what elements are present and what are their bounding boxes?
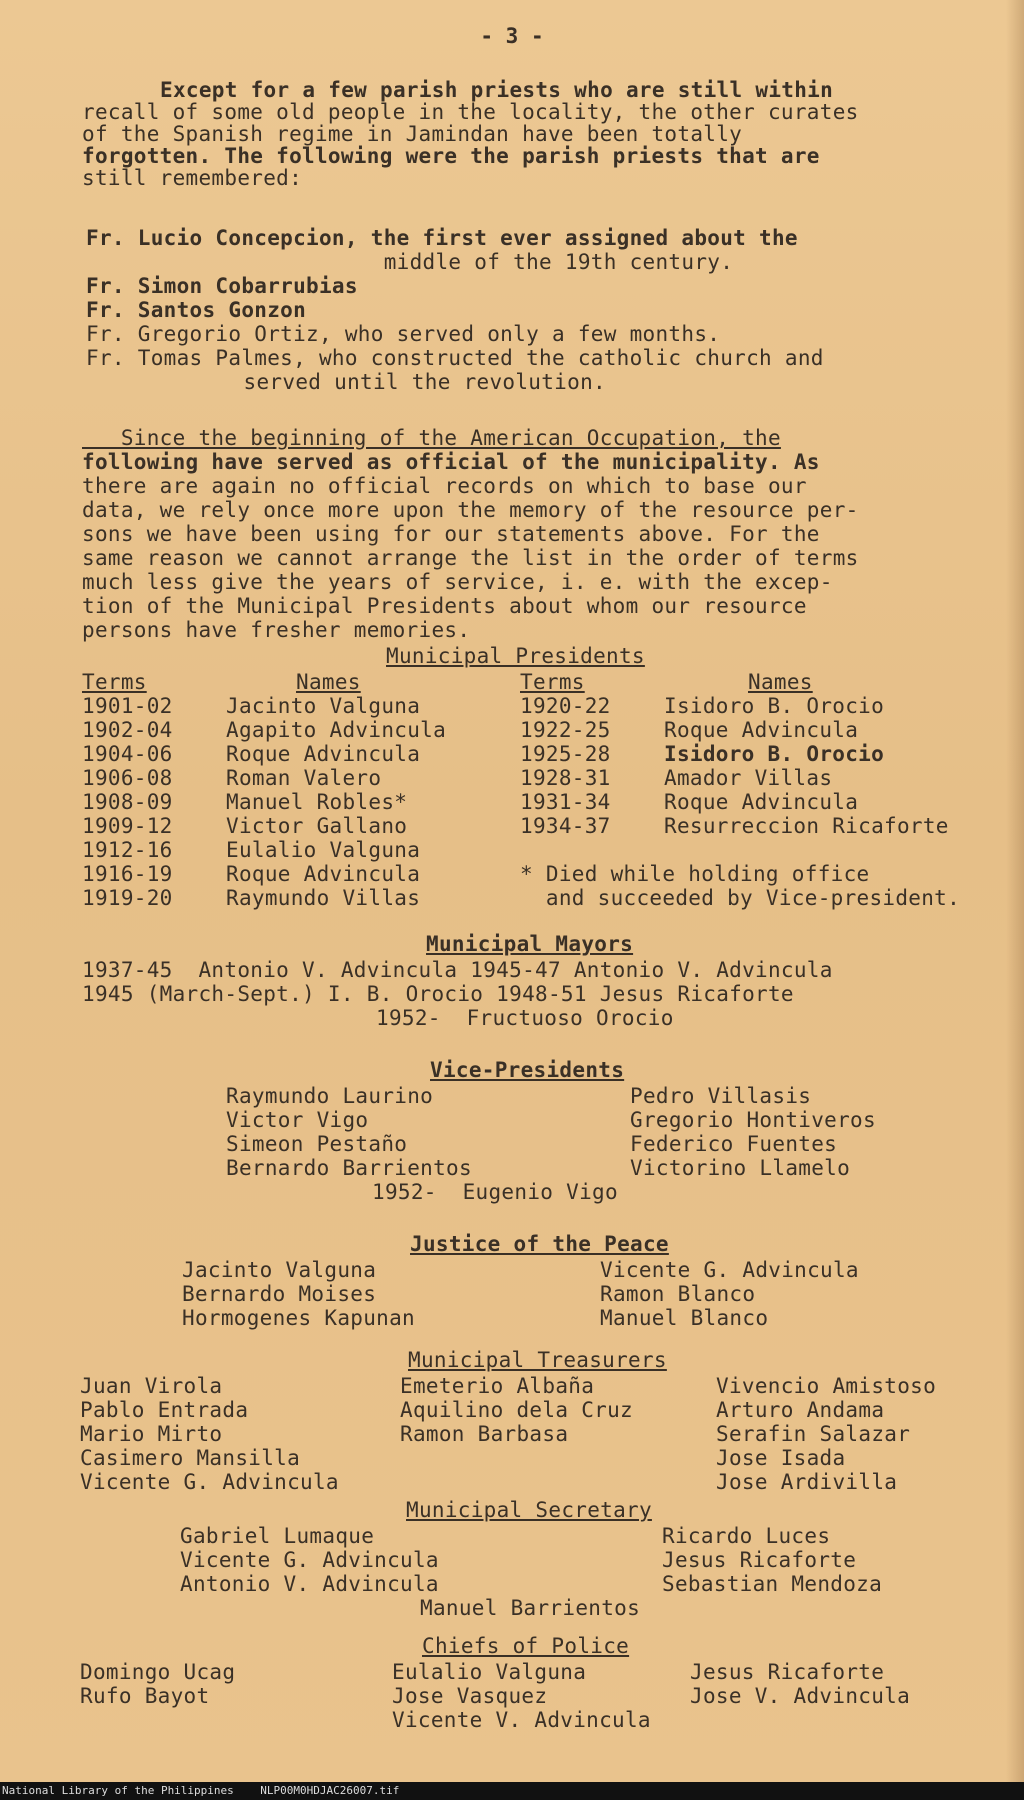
vice-name: Simeon Pestaño: [226, 1132, 408, 1156]
pres-name: Isidoro B. Orocio: [664, 742, 885, 766]
pres-name: Roque Advincula: [226, 862, 421, 886]
treasurer-name: Serafin Salazar: [716, 1422, 911, 1446]
treasurer-name: Jose Ardivilla: [716, 1470, 898, 1494]
vice-name: 1952- Eugenio Vigo: [372, 1180, 618, 1204]
police-name: Jesus Ricaforte: [690, 1660, 885, 1684]
pres-name: Roman Valero: [226, 766, 382, 790]
secretary-name: Vicente G. Advincula: [180, 1548, 439, 1572]
page-edge-shadow: [1006, 0, 1024, 1782]
pres-term: 1902-04: [82, 718, 173, 742]
american-line: following have served as official of the municipality. As: [82, 450, 820, 474]
priest-item: Fr. Lucio Concepcion, the first ever assigned about the: [86, 226, 798, 250]
mayor-line: 1937-45 Antonio V. Advincula 1945-47 Antonio V. Advincula: [82, 958, 833, 982]
col-terms-left: Terms: [82, 670, 147, 694]
mayor-line: 1952- Fructuoso Orocio: [376, 1006, 674, 1030]
secretary-name: Ricardo Luces: [662, 1524, 831, 1548]
intro-line: Except for a few parish priests who are still within: [160, 78, 834, 102]
vice-name: Federico Fuentes: [630, 1132, 838, 1156]
pres-name: Eulalio Valguna: [226, 838, 421, 862]
intro-line: still remembered:: [82, 166, 303, 190]
pres-term: 1904-06: [82, 742, 173, 766]
col-names-left: Names: [296, 670, 361, 694]
treasurer-name: Casimero Mansilla: [80, 1446, 301, 1470]
intro-line: of the Spanish regime in Jamindan have been totally: [82, 122, 743, 146]
secretary-name: Sebastian Mendoza: [662, 1572, 883, 1596]
pres-name: Roque Advincula: [664, 790, 859, 814]
page-number: - 3 -: [480, 24, 544, 48]
american-line: persons have fresher memories.: [82, 618, 471, 642]
treasurer-name: Jose Isada: [716, 1446, 846, 1470]
vice-name: Raymundo Laurino: [226, 1084, 434, 1108]
pres-name: Jacinto Valguna: [226, 694, 421, 718]
pres-name: Raymundo Villas: [226, 886, 421, 910]
pres-term: 1909-12: [82, 814, 173, 838]
scan-footer: National Library of the Philippines NLP00M0HDJAC26007.tif: [0, 1782, 1024, 1800]
treasurer-name: Arturo Andama: [716, 1398, 885, 1422]
justice-name: Hormogenes Kapunan: [182, 1306, 415, 1330]
pres-term: 1928-31: [520, 766, 611, 790]
american-line: much less give the years of service, i. e. with the excep-: [82, 570, 833, 594]
police-name: Domingo Ucag: [80, 1660, 236, 1684]
mayor-line: 1945 (March-Sept.) I. B. Orocio 1948-51 Jesus Ricaforte: [82, 982, 794, 1006]
col-names-right: Names: [748, 670, 813, 694]
pres-term: 1919-20: [82, 886, 173, 910]
secretary-name: Gabriel Lumaque: [180, 1524, 375, 1548]
priest-item: middle of the 19th century.: [86, 250, 734, 274]
pres-name: Roque Advincula: [226, 742, 421, 766]
pres-term: 1922-25: [520, 718, 611, 742]
priest-item: Fr. Gregorio Ortiz, who served only a few months.: [86, 322, 721, 346]
pres-term: 1934-37: [520, 814, 611, 838]
justice-name: Manuel Blanco: [600, 1306, 769, 1330]
pres-term: 1925-28: [520, 742, 611, 766]
footnote: * Died while holding office: [520, 862, 870, 886]
vice-name: Victor Vigo: [226, 1108, 369, 1132]
vice-heading: Vice-Presidents: [430, 1058, 625, 1082]
treasurers-heading: Municipal Treasurers: [408, 1348, 667, 1372]
secretary-heading: Municipal Secretary: [406, 1498, 652, 1522]
pres-name: Victor Gallano: [226, 814, 408, 838]
priest-item: Fr. Santos Gonzon: [86, 298, 307, 322]
vice-name: Gregorio Hontiveros: [630, 1108, 876, 1132]
pres-term: 1912-16: [82, 838, 173, 862]
mayors-heading: Municipal Mayors: [426, 932, 634, 956]
pres-name: Isidoro B. Orocio: [664, 694, 885, 718]
pres-name: Resurreccion Ricaforte: [664, 814, 949, 838]
pres-term: 1906-08: [82, 766, 173, 790]
secretary-name: Antonio V. Advincula: [180, 1572, 439, 1596]
footnote: and succeeded by Vice-president.: [520, 886, 961, 910]
pres-term: 1916-19: [82, 862, 173, 886]
american-line: data, we rely once more upon the memory of the resource per-: [82, 498, 859, 522]
american-line: sons we have been using for our statements above. For the: [82, 522, 820, 546]
police-heading: Chiefs of Police: [422, 1634, 630, 1658]
police-name: Eulalio Valguna: [392, 1660, 587, 1684]
treasurer-name: Emeterio Albaña: [400, 1374, 595, 1398]
pres-term: 1920-22: [520, 694, 611, 718]
presidents-heading: Municipal Presidents: [386, 644, 645, 668]
police-name: Jose Vasquez: [392, 1684, 548, 1708]
pres-name: Agapito Advincula: [226, 718, 447, 742]
pres-term: 1908-09: [82, 790, 173, 814]
secretary-name: Manuel Barrientos: [420, 1596, 641, 1620]
secretary-name: Jesus Ricaforte: [662, 1548, 857, 1572]
american-line: same reason we cannot arrange the list in the order of terms: [82, 546, 859, 570]
treasurer-name: Juan Virola: [80, 1374, 223, 1398]
vice-name: Victorino Llamelo: [630, 1156, 851, 1180]
intro-line: recall of some old people in the locality, the other curates: [82, 100, 859, 124]
vice-name: Pedro Villasis: [630, 1084, 812, 1108]
american-line: Since the beginning of the American Occupation, the: [82, 426, 781, 450]
treasurer-name: Aquilino dela Cruz: [400, 1398, 633, 1422]
intro-line: forgotten. The following were the parish priests that are: [82, 144, 820, 168]
pres-term: 1931-34: [520, 790, 611, 814]
american-line: tion of the Municipal Presidents about whom our resource: [82, 594, 807, 618]
treasurer-name: Vicente G. Advincula: [80, 1470, 339, 1494]
police-name: Rufo Bayot: [80, 1684, 210, 1708]
justice-name: Bernardo Moises: [182, 1282, 377, 1306]
pres-term: 1901-02: [82, 694, 173, 718]
justice-heading: Justice of the Peace: [410, 1232, 669, 1256]
pres-name: Manuel Robles*: [226, 790, 408, 814]
treasurer-name: Vivencio Amistoso: [716, 1374, 937, 1398]
priest-item: served until the revolution.: [140, 370, 606, 394]
treasurer-name: Pablo Entrada: [80, 1398, 249, 1422]
american-line: there are again no official records on which to base our: [82, 474, 807, 498]
priest-item: Fr. Simon Cobarrubias: [86, 274, 358, 298]
treasurer-name: Mario Mirto: [80, 1422, 223, 1446]
col-terms-right: Terms: [520, 670, 585, 694]
justice-name: Vicente G. Advincula: [600, 1258, 859, 1282]
police-name: Jose V. Advincula: [690, 1684, 911, 1708]
pres-name: Roque Advincula: [664, 718, 859, 742]
vice-name: Bernardo Barrientos: [226, 1156, 472, 1180]
police-name: Vicente V. Advincula: [392, 1708, 651, 1732]
justice-name: Ramon Blanco: [600, 1282, 756, 1306]
priest-item: Fr. Tomas Palmes, who constructed the catholic church and: [86, 346, 824, 370]
treasurer-name: Ramon Barbasa: [400, 1422, 569, 1446]
pres-name: Amador Villas: [664, 766, 833, 790]
justice-name: Jacinto Valguna: [182, 1258, 377, 1282]
